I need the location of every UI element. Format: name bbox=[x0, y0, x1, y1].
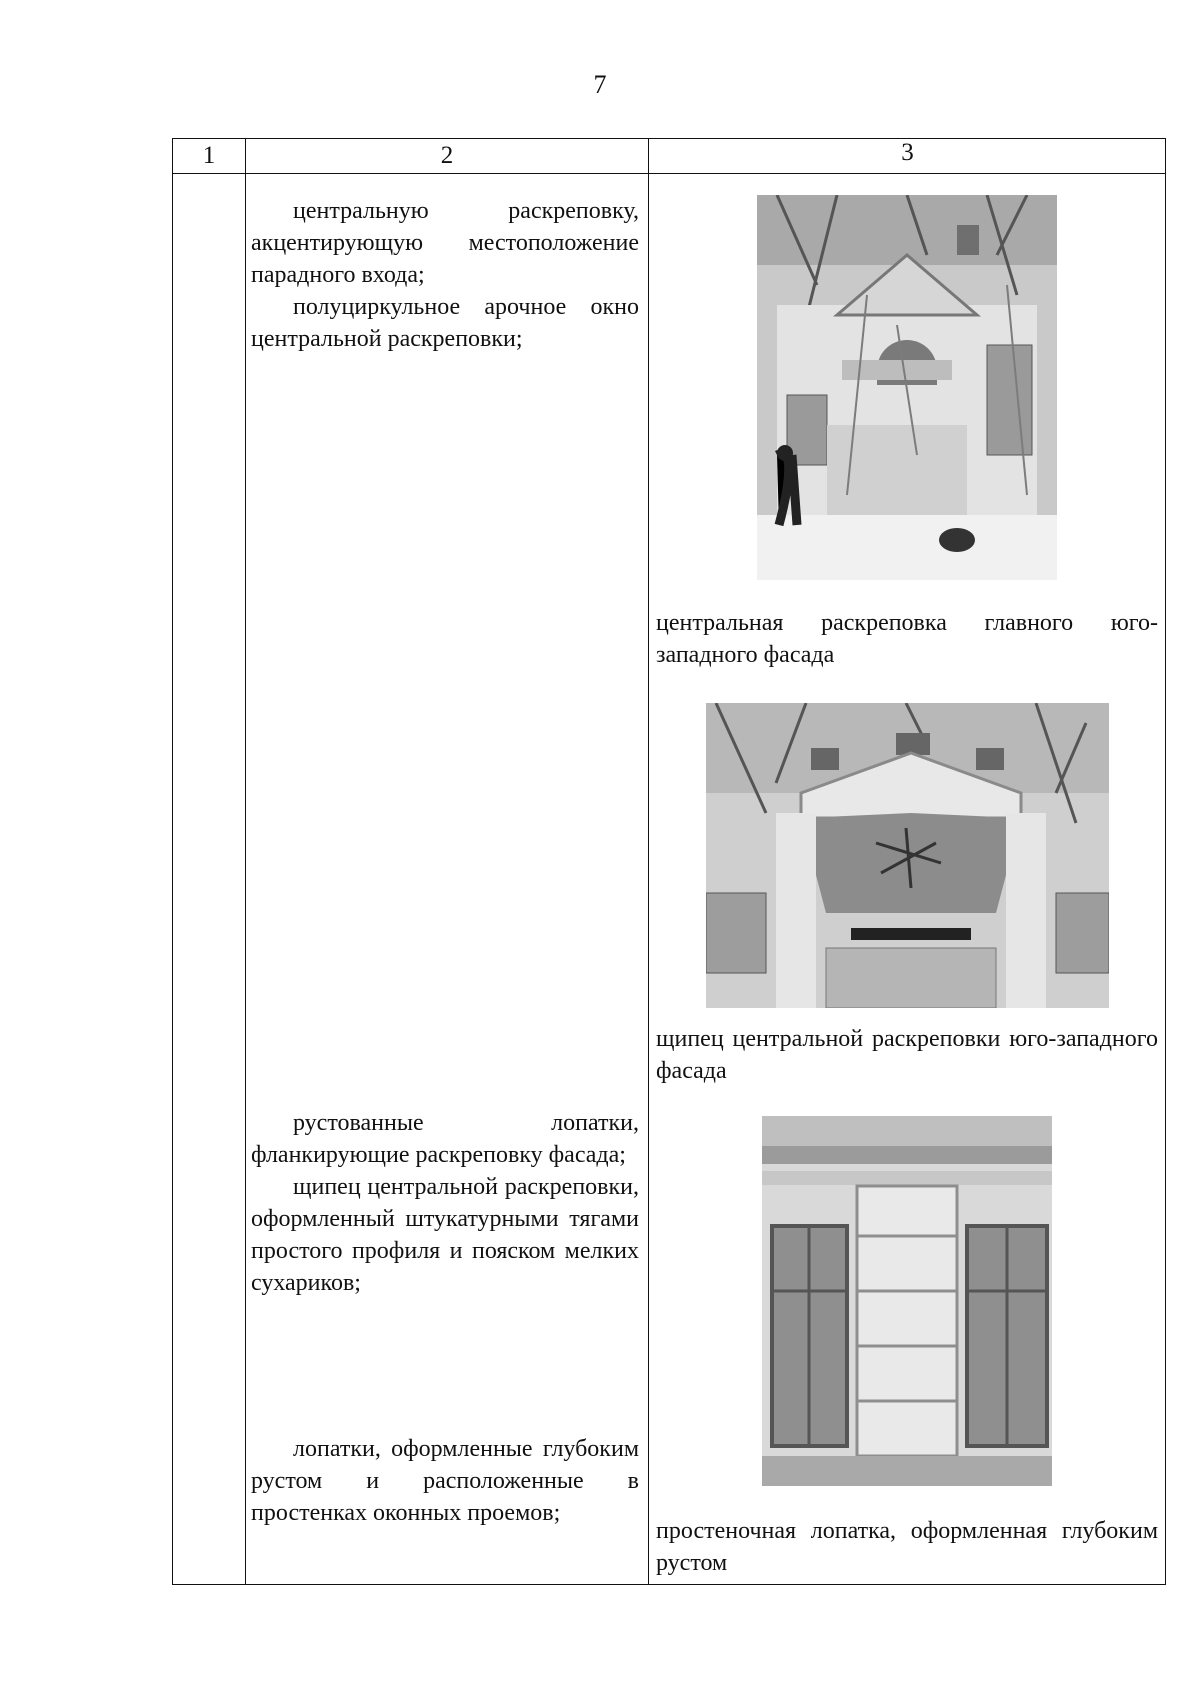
page-number: 7 bbox=[593, 70, 607, 99]
text-item: полуциркульное арочное окно центральной раскреповки; bbox=[251, 294, 639, 352]
header-col-3: 3 bbox=[901, 139, 914, 166]
caption-gable: щипец центральной раскреповки юго-западного фасада bbox=[656, 1026, 1158, 1084]
text-block-pilasters-gable bbox=[251, 1107, 639, 1299]
photo-gable bbox=[706, 703, 1109, 1008]
header-col-2: 2 bbox=[440, 142, 454, 169]
header-col-1: 1 bbox=[202, 142, 216, 169]
column-divider-2 bbox=[648, 139, 649, 1584]
document-table bbox=[172, 138, 1166, 1585]
text-item: щипец центральной раскреповки, оформленный штукатурными тягами простого профиля и пояском мелких сухариков; bbox=[251, 1174, 639, 1296]
caption-central-projection: центральная раскреповка главного юго-западного фасада bbox=[656, 610, 1158, 668]
column-divider-1 bbox=[245, 139, 246, 1584]
caption-pilaster: простеночная лопатка, оформленная глубоким рустом bbox=[656, 1518, 1158, 1576]
text-block-rusticated-pilasters bbox=[251, 1433, 639, 1529]
text-item: центральную раскреповку, акцентирующую местоположение парадного входа; bbox=[251, 198, 639, 288]
text-item: рустованные лопатки, фланкирующие раскреповку фасада; bbox=[251, 1110, 639, 1168]
text-block-central-projection bbox=[251, 195, 639, 355]
text-item: лопатки, оформленные глубоким рустом и расположенные в простенках оконных проемов; bbox=[251, 1436, 639, 1526]
photo-pilaster bbox=[762, 1116, 1052, 1486]
photo-central-projection bbox=[757, 195, 1057, 580]
header-divider bbox=[173, 173, 1165, 174]
